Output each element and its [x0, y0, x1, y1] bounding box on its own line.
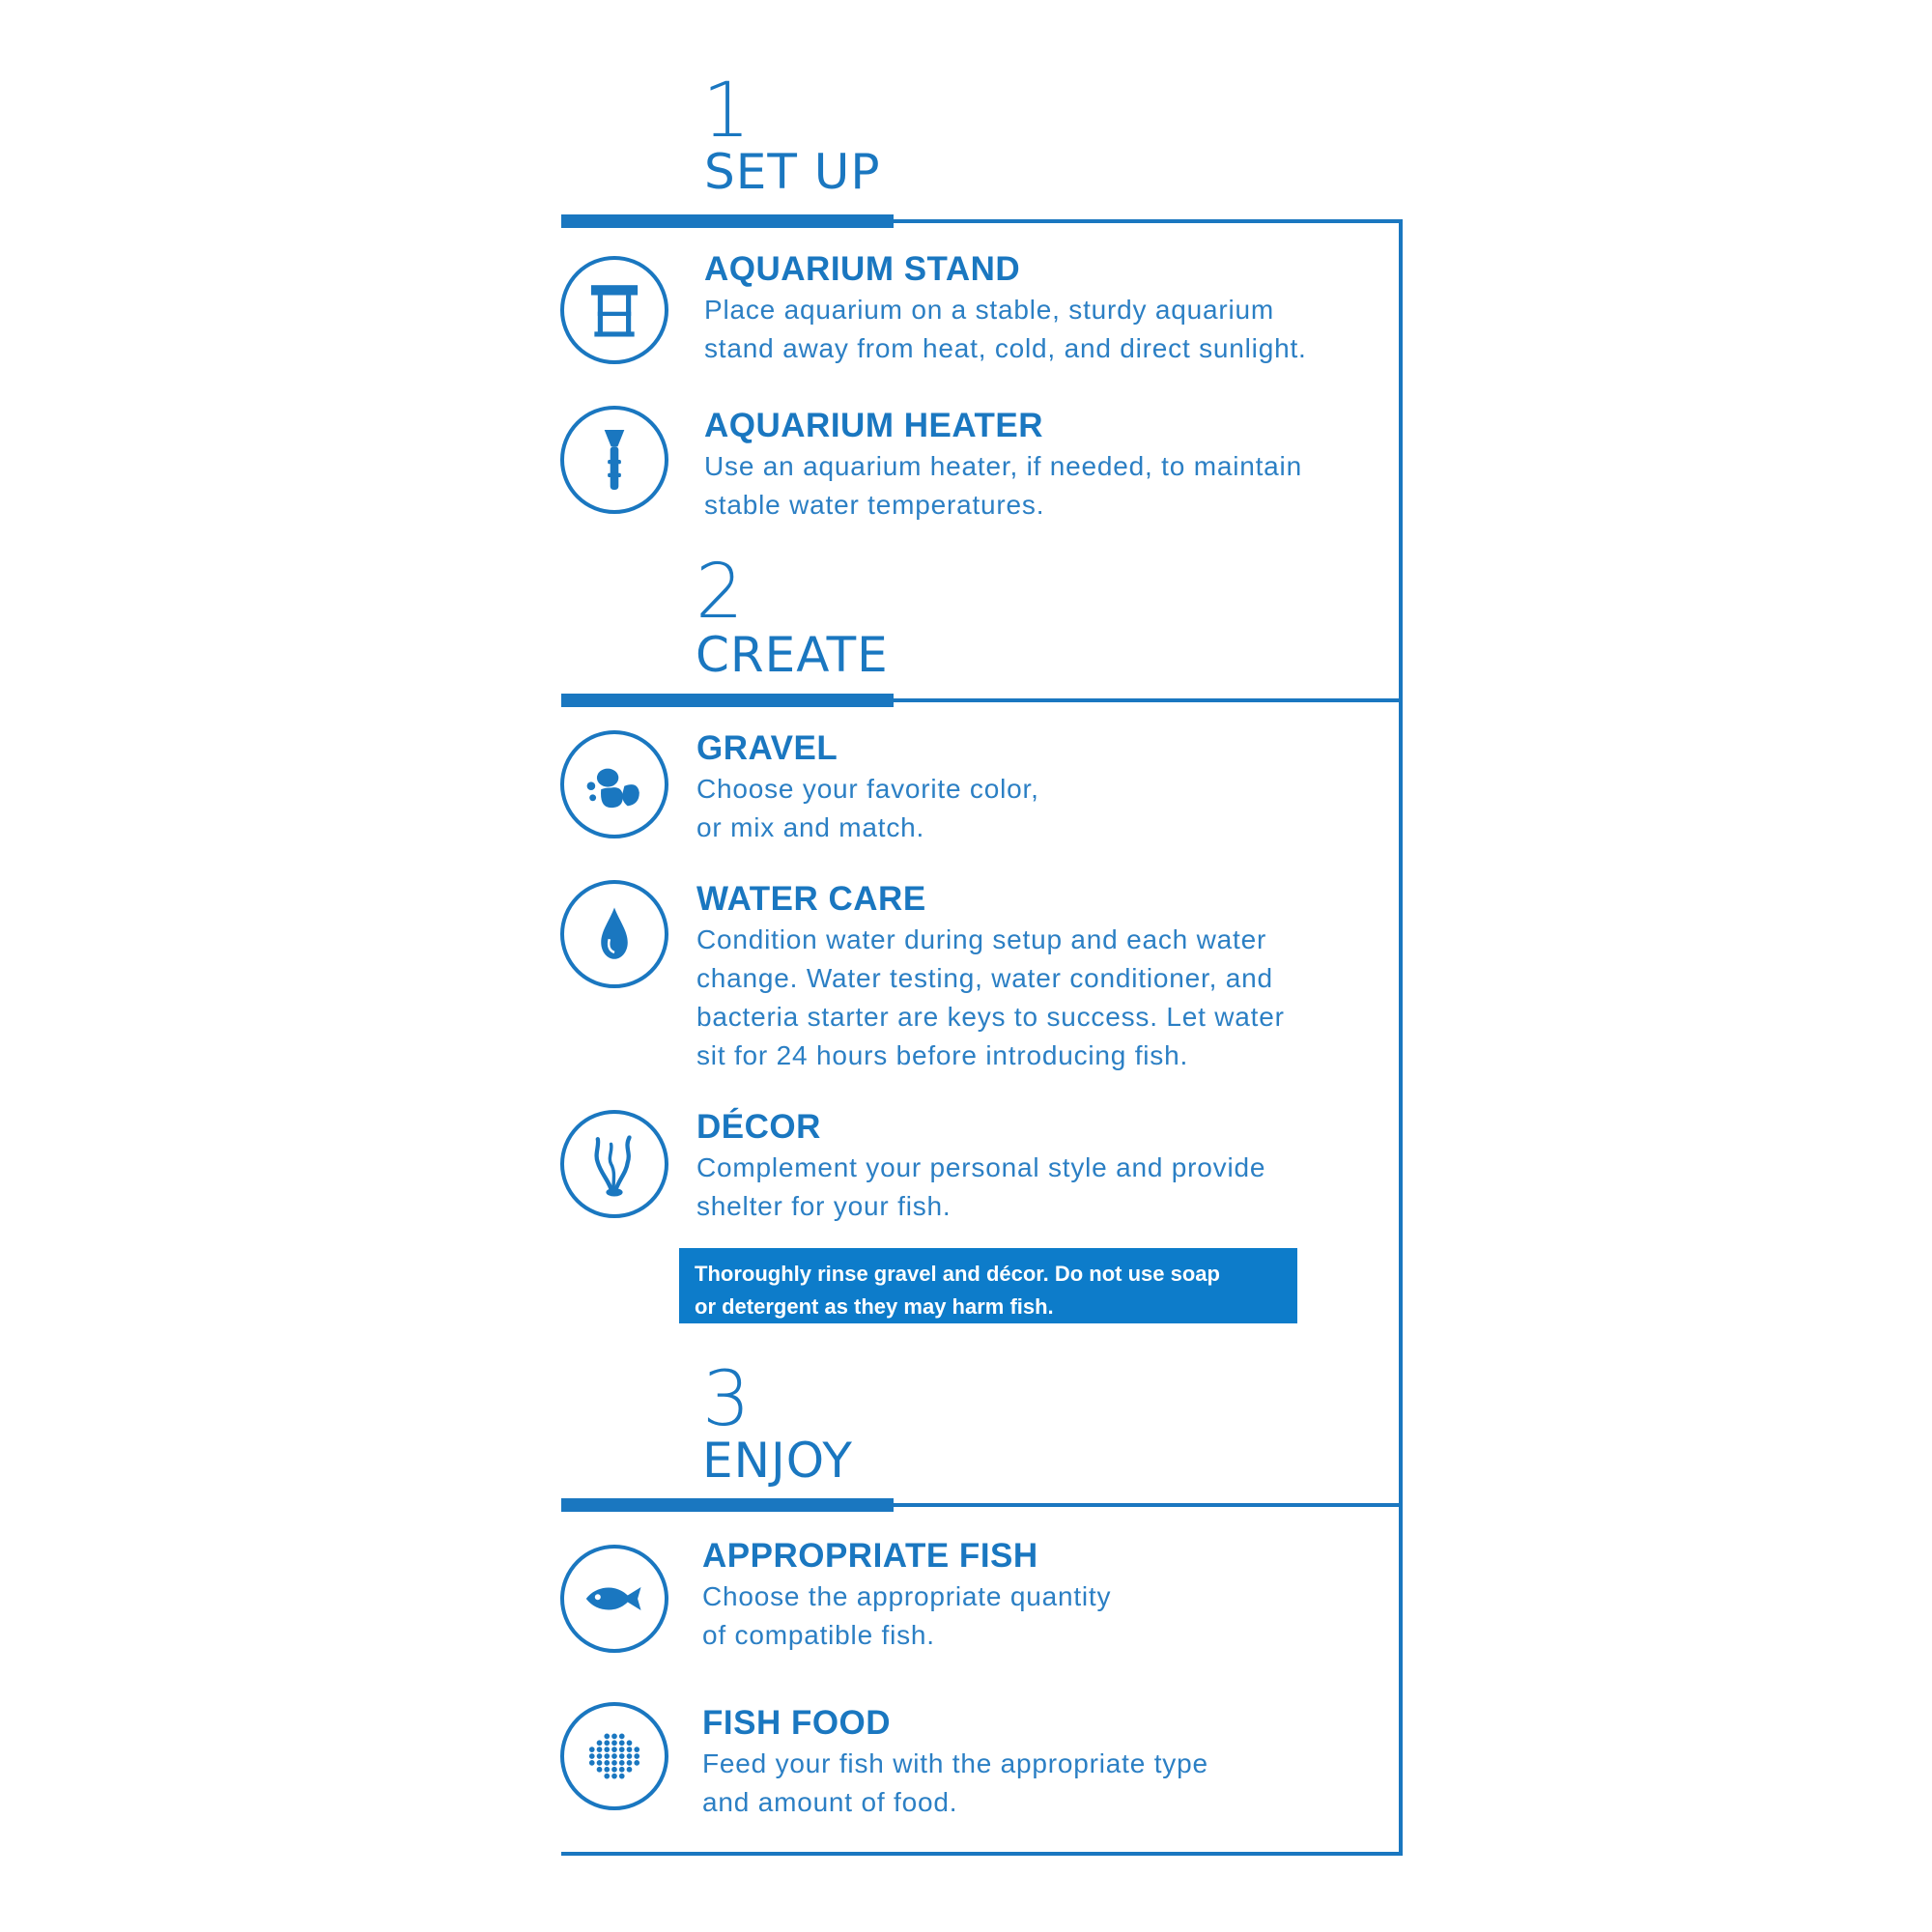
step-2-title: CREATE: [696, 627, 889, 683]
aquarium-heater-text: Use an aquarium heater, if needed, to maintain stable water temperatures.: [704, 451, 1302, 520]
water-drop-icon: [560, 880, 668, 988]
water-care-text: Condition water during setup and each water change. Water testing, water conditioner, and bacteria starter are keys to success. Let water sit for 24 hours before introducing fish.: [696, 924, 1285, 1070]
fish-food-icon: [560, 1702, 668, 1810]
aquarium-stand-text: Place aquarium on a stable, sturdy aquarium stand away from heat, cold, and direct sunlight.: [704, 295, 1307, 363]
step-3-title: ENJOY: [702, 1433, 853, 1489]
aquarium-heater-icon: [560, 406, 668, 514]
aquarium-stand-heading: AQUARIUM STAND: [704, 250, 1021, 288]
decor-text: Complement your personal style and provide shelter for your fish.: [696, 1152, 1266, 1221]
frame-right-border: [1399, 219, 1403, 1856]
step-3-divider-thin: [894, 1503, 1403, 1507]
seaweed-icon: [560, 1110, 668, 1218]
appropriate-fish-heading: APPROPRIATE FISH: [702, 1537, 1038, 1575]
step-2-divider-thick: [561, 694, 894, 707]
step-1-title: SET UP: [704, 144, 881, 200]
step-1-number: 1: [702, 68, 751, 155]
fish-food-heading: FISH FOOD: [702, 1704, 892, 1742]
gravel-icon: [560, 730, 668, 838]
aquarium-heater-heading: AQUARIUM HEATER: [704, 407, 1044, 444]
gravel-text: Choose your favorite color, or mix and match.: [696, 774, 1039, 842]
decor-heading: DÉCOR: [696, 1108, 821, 1146]
gravel-heading: GRAVEL: [696, 729, 838, 767]
water-care-heading: WATER CARE: [696, 880, 926, 918]
appropriate-fish-text: Choose the appropriate quantity of compatible fish.: [702, 1581, 1112, 1650]
step-2-divider-thin: [894, 698, 1403, 702]
step-3-number: 3: [702, 1356, 751, 1443]
fish-icon: [560, 1545, 668, 1653]
fish-food-text: Feed your fish with the appropriate type and amount of food.: [702, 1748, 1208, 1817]
aquarium-stand-icon: [560, 256, 668, 364]
step-1-divider-thick: [561, 214, 894, 228]
frame-bottom-border: [561, 1852, 1403, 1856]
rinse-notice: Thoroughly rinse gravel and décor. Do not use soap or detergent as they may harm fish.: [679, 1248, 1297, 1323]
step-1-divider-thin: [894, 219, 1403, 223]
step-3-divider-thick: [561, 1498, 894, 1512]
step-2-number: 2: [696, 549, 744, 636]
